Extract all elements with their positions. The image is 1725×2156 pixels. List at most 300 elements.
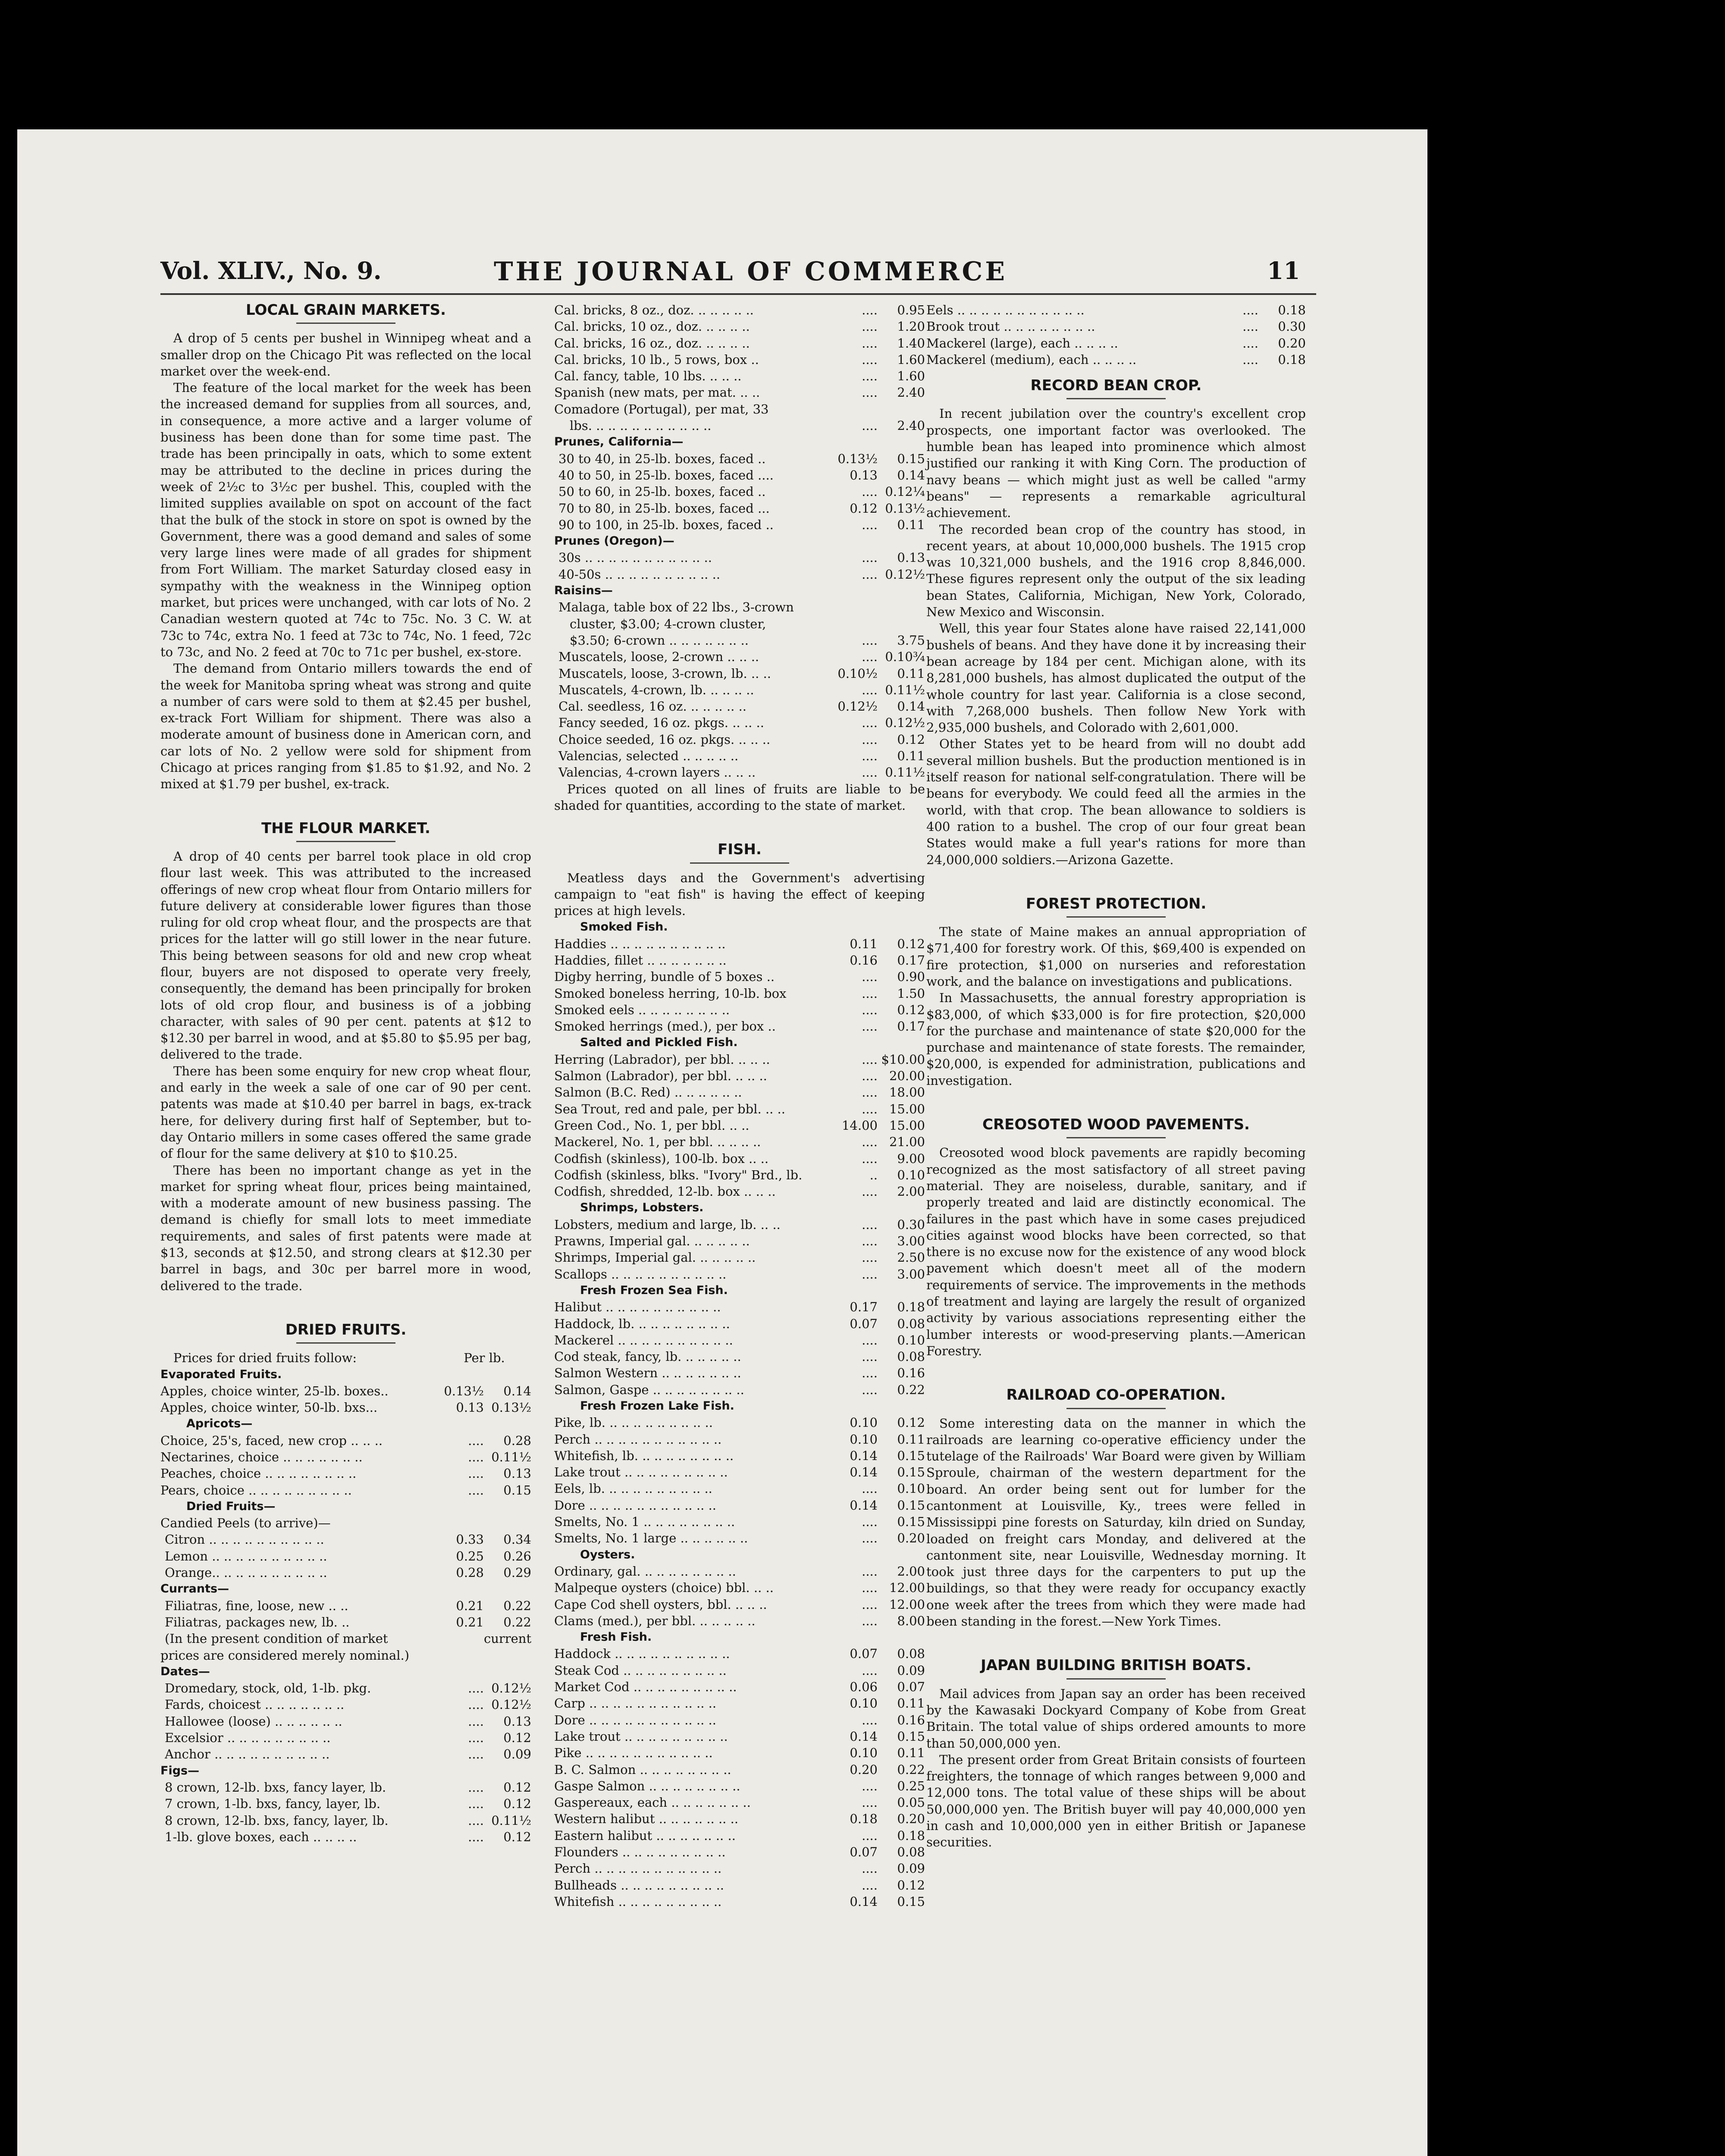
high-price: 0.12½	[885, 715, 925, 730]
high-price: 0.12	[503, 1730, 531, 1745]
fruit-price-note: Prices quoted on all lines of fruits are liable to be shaded for quantities, according to the state of market.	[554, 781, 925, 813]
high-price: 0.15	[897, 1448, 925, 1463]
high-price: 0.09	[897, 1861, 925, 1876]
price-row	[554, 1893, 925, 1910]
item-label: Salmon (Labrador), per bbl. .. .. ..	[554, 1069, 767, 1084]
dried-fruits-title: DRIED FRUITS.	[285, 1321, 407, 1338]
high-price: 0.09	[503, 1747, 531, 1762]
high-price: 2.00	[897, 1564, 925, 1579]
low-price: ....	[862, 1514, 878, 1529]
high-price: 0.20	[897, 1811, 925, 1827]
low-price: ....	[862, 986, 878, 1001]
item-label: Fancy seeded, 16 oz. pkgs. .. .. ..	[558, 715, 764, 730]
item-label: Clams (med.), per bbl. .. .. .. .. ..	[554, 1613, 756, 1628]
table-section-heading: Fresh Frozen Sea Fish.	[580, 1283, 728, 1297]
item-label: Filiatras, fine, loose, new .. ..	[165, 1598, 348, 1613]
low-price: ....	[862, 335, 878, 351]
paragraph: The present order from Great Britain consists of fourteen freighters, the tonnage of which ranges between 9,000 and 12,000 tons. The total value of these ships will be about 50,000,000 yen. The British buyer will pay 40,000,000 yen in cash and 10,000,000 yen in either British or Japanese securities.	[926, 1752, 1306, 1850]
price-row	[926, 335, 1306, 351]
paragraph: Mail advices from Japan say an order has been received by the Kawasaki Dockyard Company of Kobe from Great Britain. The total value of ships ordered amounts to more than 50,000,000 yen.	[926, 1686, 1306, 1751]
price-row	[926, 302, 1306, 318]
item-label: Herring (Labrador), per bbl. .. .. ..	[554, 1052, 770, 1067]
item-label: B. C. Salmon .. .. .. .. .. .. .. ..	[554, 1762, 731, 1777]
title-rule	[1066, 1137, 1166, 1138]
high-price: 0.25	[897, 1778, 925, 1793]
price-row	[554, 714, 925, 731]
item-label: Eastern halibut .. .. .. .. .. .. ..	[554, 1828, 736, 1843]
high-price: 0.16	[897, 1712, 925, 1727]
title-rule	[296, 841, 395, 842]
volume-number: Vol. XLIV., No. 9.	[160, 257, 382, 285]
table-section-heading: Smoked Fish.	[580, 920, 668, 934]
item-label: Gaspereaux, each .. .. .. .. .. .. ..	[554, 1795, 751, 1810]
price-row	[160, 1564, 531, 1581]
table-section-heading: Apricots—	[186, 1417, 253, 1431]
item-label: 40-50s .. .. .. .. .. .. .. .. .. ..	[558, 567, 721, 582]
price-row	[160, 1812, 531, 1829]
price-row	[554, 1794, 925, 1811]
price-row	[554, 566, 925, 583]
low-price: ....	[862, 1531, 878, 1546]
price-row	[160, 1829, 531, 1845]
low-price	[831, 401, 878, 417]
creosote-article-body	[926, 1144, 1306, 1359]
title-rule	[1066, 398, 1166, 399]
high-price: 0.13	[503, 1466, 531, 1481]
paragraph: The feature of the local market for the week has been the increased demand for supplies from all sources, and, in consequence, a more active and a larger volume of business has been done than for some time past. The trade has been principally in oats, which to some extent may be attributed to the decline in prices during the week of 2½c to 3½c per bushel. This, coupled with the limited supplies available on spot on account of the fact that the bulk of the stock in store on spot is owned by the Government, there was a good demand and sales of some very large lines were made of all grades for shipment from Fort William. The market Saturday closed easy in sympathy with the weakness in the Winnipeg option market, but prices were unchanged, with car lots of No. 2 Canadian western quoted at 74c to 75c. No. 3 C. W. at 73c to 74c, extra No. 1 feed at 73c to 74c, No. 1 feed, 72c to 73c, and No. 2 feed at 70c to 71c per bushel, ex-store.	[160, 380, 531, 659]
publication-title: THE JOURNAL OF COMMERCE	[494, 257, 1007, 287]
item-label: Bullheads .. .. .. .. .. .. .. .. ..	[554, 1877, 724, 1893]
item-label: Cal. bricks, 10 lb., 5 rows, box ..	[554, 352, 759, 367]
high-price	[484, 1647, 531, 1664]
low-price: ....	[862, 1712, 878, 1727]
price-row	[554, 1299, 925, 1315]
item-label: Lake trout .. .. .. .. .. .. .. .. ..	[554, 1729, 728, 1744]
low-price: ....	[468, 1813, 484, 1828]
high-price: 0.30	[897, 1217, 925, 1232]
price-row	[554, 1348, 925, 1365]
low-price: ....	[862, 1481, 878, 1496]
item-label: 40 to 50, in 25-lb. boxes, faced ....	[558, 467, 774, 483]
item-label: lbs. .. .. .. .. .. .. .. .. .. ..	[570, 418, 712, 433]
price-row	[554, 731, 925, 748]
low-price: ....	[862, 1250, 878, 1265]
price-row	[554, 968, 925, 985]
item-label: Salmon Western .. .. .. .. .. .. ..	[554, 1366, 741, 1381]
item-label: Candied Peels (to arrive)—	[160, 1516, 331, 1531]
item-label: Citron .. .. .. .. .. .. .. .. .. ..	[165, 1532, 324, 1547]
fish-intro: Meatless days and the Government's advertising campaign to "eat fish" is having the effect of keeping prices at high levels.	[554, 870, 925, 918]
item-label: Cal. fancy, table, 10 lbs. .. .. ..	[554, 369, 742, 384]
header-rule	[160, 293, 1316, 295]
high-price: 0.14	[503, 1383, 531, 1398]
item-label: Western halibut .. .. .. .. .. .. ..	[554, 1811, 739, 1827]
price-row	[554, 1365, 925, 1381]
price-row	[554, 451, 925, 467]
high-price: 1.60	[897, 352, 925, 367]
price-row	[160, 1432, 531, 1449]
price-row	[160, 1482, 531, 1498]
low-price: ....	[468, 1796, 484, 1811]
high-price: 15.00	[889, 1101, 925, 1116]
price-row	[554, 1695, 925, 1711]
price-row	[160, 1399, 531, 1416]
price-row	[554, 302, 925, 318]
high-price: 0.11½	[491, 1813, 531, 1828]
price-row	[554, 1431, 925, 1448]
price-row	[554, 1332, 925, 1348]
low-price: ....	[862, 649, 878, 664]
paragraph: The state of Maine makes an annual appropriation of $71,400 for forestry work. Of this, $69,400 is expended on fire protection, $1,000 on nurseries and reforestation work, and the balance on investigations and publications.	[926, 924, 1306, 989]
item-label: Flounders .. .. .. .. .. .. .. .. ..	[554, 1845, 726, 1860]
low-price: ....	[468, 1450, 484, 1464]
paragraph: The demand from Ontario millers towards the end of the week for Manitoba spring wheat was strong and quite a number of cars were sold to them at $2.45 per bushel, ex-track Fort William for shipment. There was also a moderate amount of business done in American corn, and car lots of No. 2 yellow were sold for shipment from Chicago at prices ranging from $1.85 to $1.92, and No. 2 mixed at $1.79 per bushel, ex-track.	[160, 661, 531, 792]
item-label: prices are considered merely nominal.)	[160, 1648, 410, 1663]
low-price: ....	[862, 1266, 878, 1282]
high-price: 0.11	[897, 749, 925, 764]
flour-article-title: THE FLOUR MARKET.	[261, 819, 430, 837]
item-label: Green Cod., No. 1, per bbl. .. ..	[554, 1118, 750, 1133]
high-price: 0.15	[503, 1482, 531, 1498]
price-row	[554, 1448, 925, 1464]
price-row	[160, 1465, 531, 1482]
item-label: Muscatels, loose, 2-crown .. .. ..	[558, 649, 759, 664]
low-price: 0.12	[850, 501, 878, 516]
high-price: $10.00	[881, 1052, 925, 1067]
price-row	[554, 1827, 925, 1844]
price-row	[554, 1233, 925, 1249]
low-price: ....	[862, 633, 878, 648]
title-rule	[1066, 1408, 1166, 1409]
price-row	[160, 1614, 531, 1630]
price-row	[554, 1266, 925, 1282]
fish-price-table	[554, 919, 925, 1910]
table-section-heading: Evaporated Fruits.	[160, 1367, 282, 1381]
price-row	[160, 1680, 531, 1696]
price-row	[554, 1860, 925, 1877]
high-price: 0.20	[1278, 335, 1306, 351]
price-row	[160, 1647, 531, 1664]
high-price: 0.11½	[885, 765, 925, 780]
low-price: ....	[862, 418, 878, 433]
high-price: 0.12	[897, 732, 925, 747]
item-label: Gaspe Salmon .. .. .. .. .. .. .. ..	[554, 1778, 740, 1793]
low-price: 0.14	[850, 1894, 878, 1909]
item-label: cluster, $3.00; 4-crown cluster,	[570, 616, 766, 631]
table-section-heading: Currants—	[160, 1582, 229, 1596]
item-label: Choice seeded, 16 oz. pkgs. .. .. ..	[558, 732, 771, 747]
table-section-heading: Dates—	[160, 1664, 210, 1678]
low-price: ....	[862, 765, 878, 780]
price-row	[554, 1844, 925, 1860]
high-price: 0.15	[897, 1465, 925, 1480]
price-row	[554, 1712, 925, 1728]
low-price: 0.25	[456, 1548, 484, 1564]
low-price: ....	[862, 369, 878, 384]
low-price: ....	[468, 1829, 484, 1844]
low-price: ....	[862, 1151, 878, 1166]
price-row	[926, 318, 1306, 335]
low-price: 0.33	[456, 1532, 484, 1547]
price-row	[554, 764, 925, 780]
high-price: 0.15	[897, 1894, 925, 1909]
low-price: ....	[862, 1778, 878, 1793]
high-price: 0.16	[897, 1366, 925, 1381]
price-row	[160, 1449, 531, 1465]
low-price: ....	[862, 319, 878, 334]
item-label: Sea Trout, red and pale, per bbl. .. ..	[554, 1101, 785, 1116]
price-row	[554, 1480, 925, 1497]
low-price: 0.13	[850, 467, 878, 483]
high-price: 0.15	[897, 1514, 925, 1529]
price-row	[554, 1249, 925, 1266]
price-row	[554, 549, 925, 566]
high-price: 0.18	[897, 1828, 925, 1843]
low-price: ....	[862, 1597, 878, 1612]
low-price: 0.10	[850, 1432, 878, 1447]
low-price: ....	[862, 1349, 878, 1364]
fish-price-table-continued	[926, 302, 1306, 368]
price-row	[554, 632, 925, 649]
low-price: ....	[862, 749, 878, 764]
price-row	[554, 1761, 925, 1778]
item-label: 8 crown, 12-lb. bxs, fancy, layer, lb.	[165, 1813, 389, 1828]
low-price: ....	[862, 682, 878, 697]
price-row	[554, 1018, 925, 1034]
high-price: 0.11	[897, 1745, 925, 1761]
forest-article-title: FOREST PROTECTION.	[1026, 895, 1207, 912]
low-price: ....	[862, 1366, 878, 1381]
item-label: Brook trout .. .. .. .. .. .. .. ..	[926, 319, 1095, 334]
low-price: ....	[468, 1780, 484, 1795]
price-row	[554, 1464, 925, 1480]
high-price: 0.11½	[491, 1450, 531, 1464]
high-price: current	[484, 1631, 531, 1646]
item-label: Lake trout .. .. .. .. .. .. .. .. ..	[554, 1465, 728, 1480]
price-row	[554, 616, 925, 632]
low-price: ....	[862, 1332, 878, 1348]
high-price: 2.50	[897, 1250, 925, 1265]
high-price: 0.08	[897, 1349, 925, 1364]
price-row	[554, 1497, 925, 1514]
price-row	[554, 1183, 925, 1200]
item-label: Cal. bricks, 10 oz., doz. .. .. .. ..	[554, 319, 750, 334]
low-price: ....	[862, 484, 878, 499]
low-price: ....	[468, 1681, 484, 1696]
high-price: 0.12	[503, 1829, 531, 1844]
low-price: 0.13½	[837, 451, 878, 466]
low-price: 0.21	[456, 1598, 484, 1613]
price-row	[554, 1728, 925, 1745]
bean-article-body	[926, 405, 1306, 868]
price-row	[160, 1730, 531, 1746]
high-price: 0.22	[897, 1762, 925, 1777]
item-label: Haddock, lb. .. .. .. .. .. .. .. ..	[554, 1316, 730, 1331]
low-price: ....	[862, 303, 878, 317]
high-price	[878, 401, 925, 417]
low-price: 0.14	[850, 1498, 878, 1513]
paragraph: In Massachusetts, the annual forestry appropriation is $83,000, of which $33,000 is for fire protection, $20,000 for the purchase and maintenance of state $20,000 for the purchase and maintenance of state forests. The remainder, $20,000, is expended for administration, publications and investigation.	[926, 990, 1306, 1088]
high-price: 0.10¾	[885, 649, 925, 664]
item-label: Perch .. .. .. .. .. .. .. .. .. .. ..	[554, 1861, 722, 1876]
item-label: Perch .. .. .. .. .. .. .. .. .. .. ..	[554, 1432, 722, 1447]
high-price: 0.28	[503, 1433, 531, 1448]
paragraph: In recent jubilation over the country's excellent crop prospects, one important factor was overlooked. The humble bean has leaped into prominence which almost justified our ranking it with King Corn. The production of navy beans — which might just as well be called "army beans" — represents a remarkable agricultural achievement.	[926, 406, 1306, 520]
table-section-heading: Salted and Pickled Fish.	[580, 1036, 738, 1050]
price-row	[554, 1101, 925, 1117]
table-section-heading: Fresh Fish.	[580, 1630, 652, 1644]
price-row	[554, 417, 925, 434]
price-row	[554, 1216, 925, 1233]
low-price: ....	[862, 1184, 878, 1199]
price-row	[554, 500, 925, 517]
low-price: 0.17	[850, 1300, 878, 1315]
item-label: Scallops .. .. .. .. .. .. .. .. .. ..	[554, 1266, 727, 1282]
high-price: 3.75	[897, 633, 925, 648]
item-label: $3.50; 6-crown .. .. .. .. .. .. ..	[570, 633, 749, 648]
low-price: ....	[468, 1433, 484, 1448]
low-price: ....	[468, 1482, 484, 1498]
low-price: ....	[862, 1052, 878, 1067]
price-row	[160, 1796, 531, 1812]
low-price: ....	[862, 567, 878, 582]
high-price: 0.12¼	[885, 484, 925, 499]
high-price: 0.11	[897, 1696, 925, 1711]
item-label: Lemon .. .. .. .. .. .. .. .. .. ..	[165, 1548, 327, 1564]
high-price: 0.22	[503, 1614, 531, 1630]
price-row	[554, 1579, 925, 1596]
price-row	[554, 1150, 925, 1167]
price-row	[160, 1515, 531, 1531]
low-price: 0.20	[850, 1762, 878, 1777]
high-price: 2.40	[897, 418, 925, 433]
paragraph: Some interesting data on the manner in which the railroads are learning co-operative efficiency under the tutelage of the Railroads' War Board were given by William Sproule, chairman of the western department for the board. An order being sent out for lumber for the cantonment at Louisville, Ky., trees were felled in Mississippi pine forests on Saturday, kiln dried on Sunday, loaded on freight cars Monday, and delivered at the cantonment site, near Louisville, Wednesday morning. It took just three days for the carpenters to put up the buildings, so that they were ready for occupancy exactly one week after the trees from which they were made had been standing in the forest.—New York Times.	[926, 1416, 1306, 1629]
grain-article-title: LOCAL GRAIN MARKETS.	[246, 301, 446, 319]
item-label: 70 to 80, in 25-lb. boxes, faced ...	[558, 501, 770, 516]
low-price: ....	[862, 1085, 878, 1100]
low-price: ....	[862, 1613, 878, 1628]
high-price: 0.10	[897, 1332, 925, 1348]
price-row	[554, 1613, 925, 1629]
high-price: 0.13½	[885, 501, 925, 516]
dried-fruits-intro-row	[160, 1350, 531, 1366]
high-price: 0.13½	[491, 1400, 531, 1415]
japan-article-body	[926, 1686, 1306, 1851]
price-row	[160, 1779, 531, 1796]
table-section-heading: Raisins—	[554, 584, 613, 598]
title-rule	[1066, 1678, 1166, 1680]
item-label: Smelts, No. 1 large .. .. .. .. .. ..	[554, 1531, 748, 1546]
low-price: ....	[862, 1101, 878, 1116]
low-price: 0.14	[850, 1729, 878, 1744]
item-label: Mackerel .. .. .. .. .. .. .. .. .. ..	[554, 1332, 733, 1348]
high-price: 1.40	[897, 335, 925, 351]
low-price: 0.12½	[837, 699, 878, 714]
item-label: Eels, lb. .. .. .. .. .. .. .. .. ..	[554, 1481, 712, 1496]
item-label: 1-lb. glove boxes, each .. .. .. ..	[165, 1829, 357, 1844]
low-price: 0.07	[850, 1316, 878, 1331]
price-row	[554, 1382, 925, 1398]
low-price: ....	[862, 1663, 878, 1678]
item-label: Haddies .. .. .. .. .. .. .. .. .. ..	[554, 936, 726, 951]
price-row	[160, 1630, 531, 1647]
item-label: Dromedary, stock, old, 1-lb. pkg.	[165, 1681, 371, 1696]
fish-article-title: FISH.	[718, 841, 762, 859]
price-row	[554, 1596, 925, 1613]
item-label: Nectarines, choice .. .. .. .. .. .. ..	[160, 1450, 363, 1464]
price-row	[554, 1877, 925, 1893]
paragraph: There has been no important change as yet in the market for spring wheat flour, prices being maintained, with a moderate amount of new business passing. The demand is chiefly for small lots to meet immediate requirements, and sales of first patents were made at $13, seconds at $12.50, and strong clears at $12.30 per barrel in bags, and 30c per barrel more in wood, delivered to the trade.	[160, 1163, 531, 1293]
price-row	[554, 318, 925, 335]
price-row	[554, 1662, 925, 1679]
low-price: ....	[862, 1580, 878, 1595]
high-price: 0.12	[897, 1415, 925, 1430]
low-price	[437, 1515, 484, 1531]
low-price: ....	[1242, 352, 1258, 367]
price-row	[554, 1051, 925, 1068]
low-price: 0.06	[850, 1680, 878, 1695]
item-label: Pike .. .. .. .. .. .. .. .. .. .. ..	[554, 1745, 713, 1761]
high-price: 0.11	[897, 1432, 925, 1447]
high-price: 1.20	[897, 319, 925, 334]
low-price: ....	[1242, 303, 1258, 317]
item-label: Spanish (new mats, per mat. .. ..	[554, 385, 760, 400]
item-label: Prawns, Imperial gal. .. .. .. .. ..	[554, 1234, 750, 1249]
price-row	[554, 517, 925, 533]
price-row	[554, 698, 925, 714]
price-row	[554, 1414, 925, 1431]
high-price: 0.13	[897, 550, 925, 565]
low-price: 0.10	[850, 1415, 878, 1430]
high-price: 8.00	[897, 1613, 925, 1628]
high-price: 12.00	[889, 1580, 925, 1595]
high-price	[878, 599, 925, 615]
high-price: 0.11	[897, 666, 925, 681]
low-price: 0.18	[850, 1811, 878, 1827]
price-row	[554, 483, 925, 500]
price-row	[554, 1563, 925, 1579]
low-price: ....	[862, 1069, 878, 1084]
low-price: 0.07	[850, 1646, 878, 1661]
low-price: 14.00	[841, 1118, 878, 1133]
low-price: ....	[862, 732, 878, 747]
title-rule	[296, 1342, 395, 1344]
low-price: ....	[862, 1019, 878, 1034]
item-label: Peaches, choice .. .. .. .. .. .. .. ..	[160, 1466, 357, 1481]
high-price: 20.00	[889, 1069, 925, 1084]
high-price: 0.34	[503, 1532, 531, 1547]
bean-article-title: RECORD BEAN CROP.	[1030, 377, 1202, 395]
paragraph: Well, this year four States alone have raised 22,141,000 bushels of beans. And they have done it by increasing their bean acreage by 184 per cent. Michigan alone, with its 8,281,000 bushels, has almost duplicated the output of the whole country for last year. California is a close second, with 7,268,000 bushels. Then follow New York with 2,935,000 bushels, and Colorado with 2,601,000.	[926, 621, 1306, 735]
table-section-heading: Figs—	[160, 1764, 200, 1777]
table-section-heading: Fresh Frozen Lake Fish.	[580, 1399, 734, 1413]
price-row	[554, 985, 925, 1002]
item-label: Mackerel (medium), each .. .. .. ..	[926, 352, 1137, 367]
price-row	[554, 401, 925, 417]
item-label: Salmon, Gaspe .. .. .. .. .. .. .. ..	[554, 1382, 744, 1397]
item-label: Dore .. .. .. .. .. .. .. .. .. .. ..	[554, 1498, 716, 1513]
title-rule	[690, 862, 789, 864]
low-price: 0.13½	[444, 1383, 484, 1398]
high-price: 0.30	[1278, 319, 1306, 334]
low-price: 0.07	[850, 1845, 878, 1860]
item-label: Muscatels, loose, 3-crown, lb. .. ..	[558, 666, 771, 681]
item-label: Eels .. .. .. .. .. .. .. .. .. .. ..	[926, 303, 1085, 317]
flour-article-body	[160, 848, 531, 1294]
price-row	[554, 1167, 925, 1183]
low-price: ....	[862, 1382, 878, 1397]
item-label: Halibut .. .. .. .. .. .. .. .. .. ..	[554, 1300, 721, 1315]
